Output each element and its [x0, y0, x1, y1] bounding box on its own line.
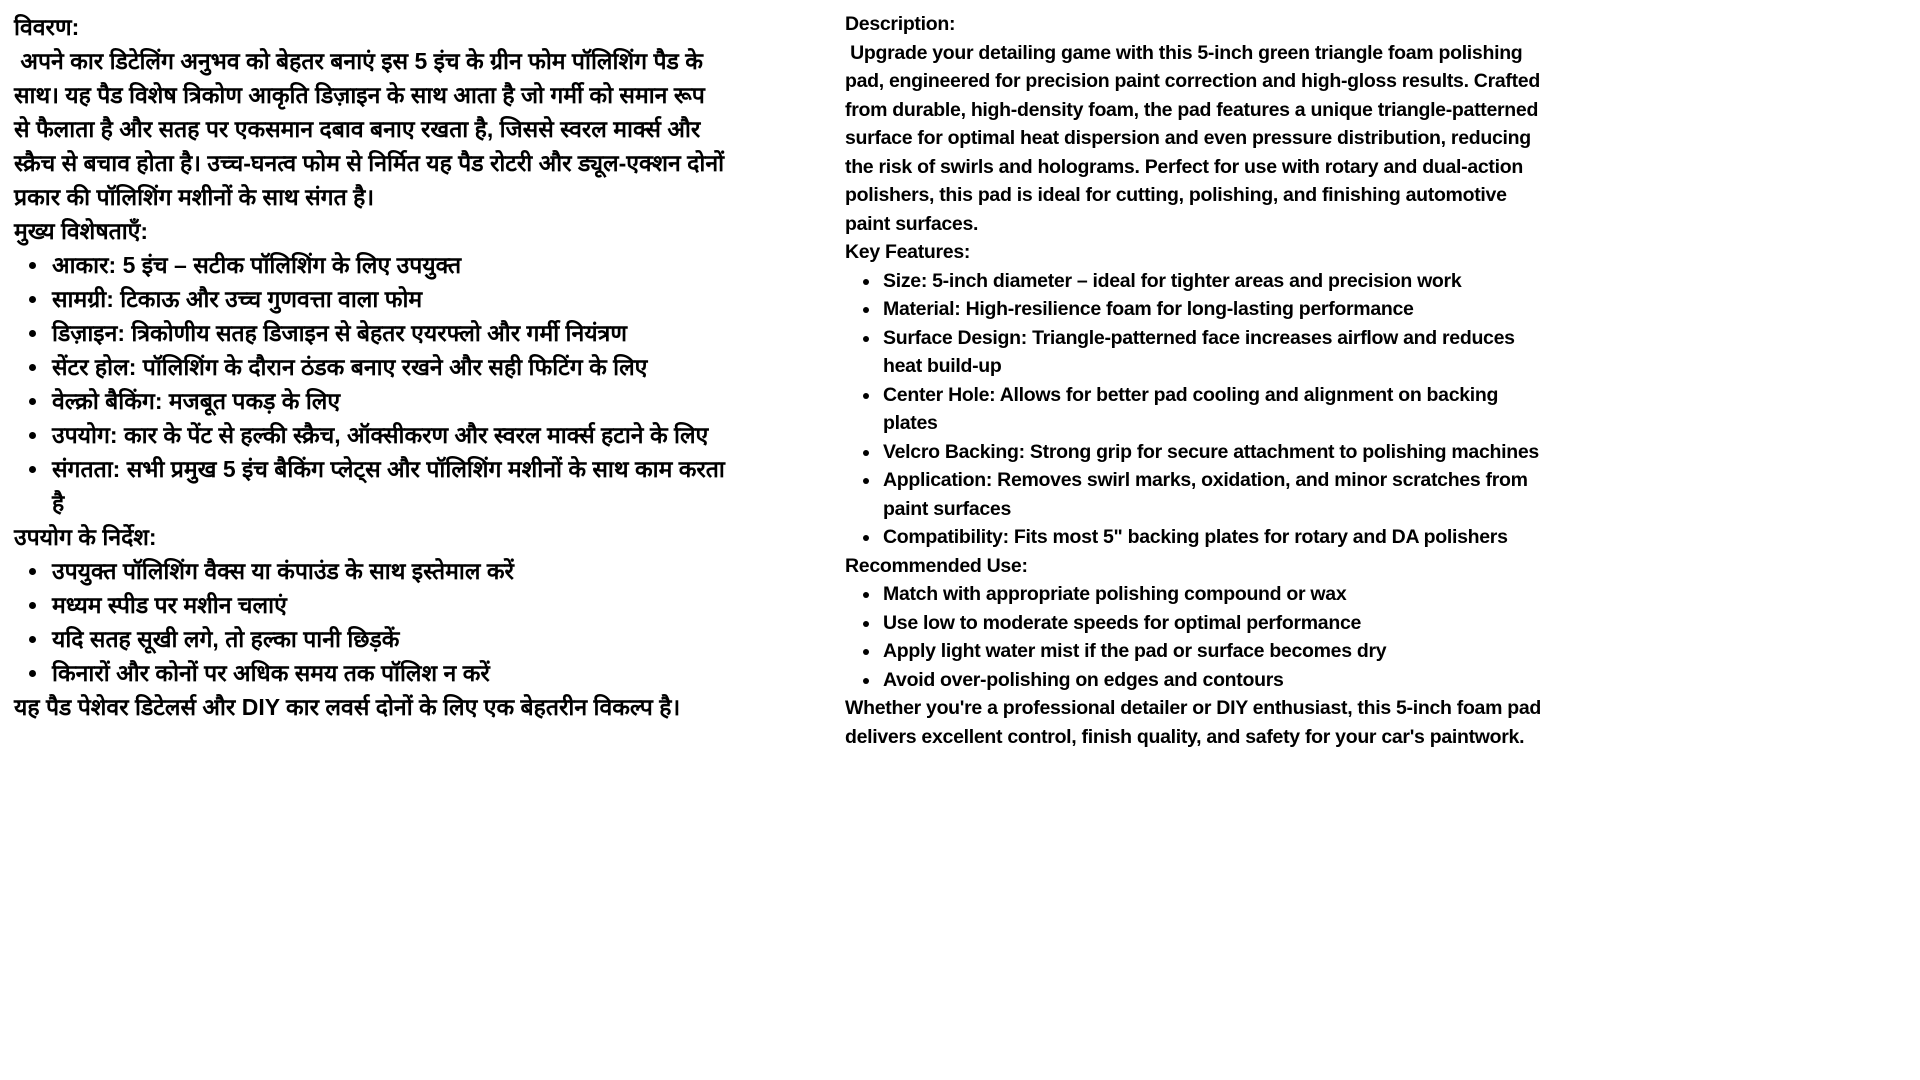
- key-features-heading-en: Key Features:: [845, 241, 971, 263]
- list-item: • Velcro Backing: Strong grip for secure attachment to polishing machines: [881, 438, 1551, 467]
- key-features-heading-hi: मुख्य विशेषताएँ:: [14, 218, 149, 244]
- description-paragraph-en: Upgrade your detailing game with this 5-inch green triangle foam polishing pad, engineered for precision paint correction and high-gloss results. Crafted from durable, high-density foam, the pad features a unique triangle-patterned surface for optimal heat dispersion and even pressure distribution, reducing the risk of swirls and holograms. Perfect for use with rotary and dual-action polishers, this pad is ideal for cutting, polishing, and finishing automotive paint surfaces.: [845, 41, 1546, 235]
- hindi-description-column: [14, 10, 731, 724]
- list-item: • किनारों और कोनों पर अधिक समय तक पॉलिश न करें: [50, 656, 726, 690]
- list-item: • उपयोग: कार के पेंट से हल्की स्क्रैच, ऑक्सीकरण और स्वरल मार्क्स हटाने के लिए: [50, 418, 726, 452]
- list-item: • Use low to moderate speeds for optimal performance: [881, 609, 1551, 638]
- description-paragraph-hi: अपने कार डिटेलिंग अनुभव को बेहतर बनाएं इस 5 इंच के ग्रीन फोम पॉलिशिंग पैड के साथ। यह पैड विशेष त्रिकोण आकृति डिज़ाइन के साथ आता है जो गर्मी को समान रूप से फैलाता है और सतह पर एकसमान दबाव बनाए रखता है, जिससे स्वरल मार्क्स और स्क्रैच से बचाव होता है। उच्च-घनत्व फोम से निर्मित यह पैड रोटरी और ड्यूल-एक्शन दोनों प्रकार की पॉलिशिंग मशीनों के साथ संगत है।: [14, 48, 731, 210]
- closing-paragraph-en: Whether you're a professional detailer or DIY enthusiast, this 5-inch foam pad delivers excellent control, finish quality, and safety for your car's paintwork.: [845, 697, 1547, 748]
- list-item: • सामग्री: टिकाऊ और उच्च गुणवत्ता वाला फोम: [50, 282, 726, 316]
- list-item: • Avoid over-polishing on edges and contours: [881, 666, 1551, 695]
- key-features-list-en: [845, 267, 1551, 552]
- usage-list-hi: [14, 554, 726, 690]
- list-item: • वेल्क्रो बैकिंग: मजबूत पकड़ के लिए: [50, 384, 726, 418]
- list-item: • उपयुक्त पॉलिशिंग वैक्स या कंपाउंड के साथ इस्तेमाल करें: [50, 554, 726, 588]
- closing-paragraph-hi: यह पैड पेशेवर डिटेलर्स और DIY कार लवर्स दोनों के लिए एक बेहतरीन विकल्प है।: [14, 694, 681, 720]
- list-item: • Center Hole: Allows for better pad cooling and alignment on backing plates: [881, 381, 1551, 438]
- list-item: • संगतता: सभी प्रमुख 5 इंच बैकिंग प्लेट्स और पॉलिशिंग मशीनों के साथ काम करता है: [50, 452, 726, 520]
- key-features-list-hi: [14, 248, 726, 520]
- list-item: • आकार: 5 इंच – सटीक पॉलिशिंग के लिए उपयुक्त: [50, 248, 726, 282]
- usage-list-en: [845, 580, 1551, 694]
- list-item: • Compatibility: Fits most 5" backing plates for rotary and DA polishers: [881, 523, 1551, 552]
- list-item: • Match with appropriate polishing compound or wax: [881, 580, 1551, 609]
- list-item: • Apply light water mist if the pad or surface becomes dry: [881, 637, 1551, 666]
- list-item: • डिज़ाइन: त्रिकोणीय सतह डिजाइन से बेहतर एयरफ्लो और गर्मी नियंत्रण: [50, 316, 726, 350]
- usage-heading-hi: उपयोग के निर्देश:: [14, 524, 157, 550]
- list-item: • सेंटर होल: पॉलिशिंग के दौरान ठंडक बनाए रखने और सही फिटिंग के लिए: [50, 350, 726, 384]
- list-item: • Material: High-resilience foam for long-lasting performance: [881, 295, 1551, 324]
- list-item: • Surface Design: Triangle-patterned face increases airflow and reduces heat build-up: [881, 324, 1551, 381]
- usage-heading-en: Recommended Use:: [845, 554, 1028, 577]
- list-item: • यदि सतह सूखी लगे, तो हल्का पानी छिड़कें: [50, 622, 726, 656]
- list-item: • Application: Removes swirl marks, oxidation, and minor scratches from paint surfaces: [881, 466, 1551, 523]
- description-heading-en: Description:: [845, 13, 956, 35]
- english-description-column: [845, 10, 1551, 751]
- description-heading-hi: विवरण:: [14, 14, 80, 40]
- list-item: • मध्यम स्पीड पर मशीन चलाएं: [50, 588, 726, 622]
- list-item: • Size: 5-inch diameter – ideal for tighter areas and precision work: [881, 267, 1551, 296]
